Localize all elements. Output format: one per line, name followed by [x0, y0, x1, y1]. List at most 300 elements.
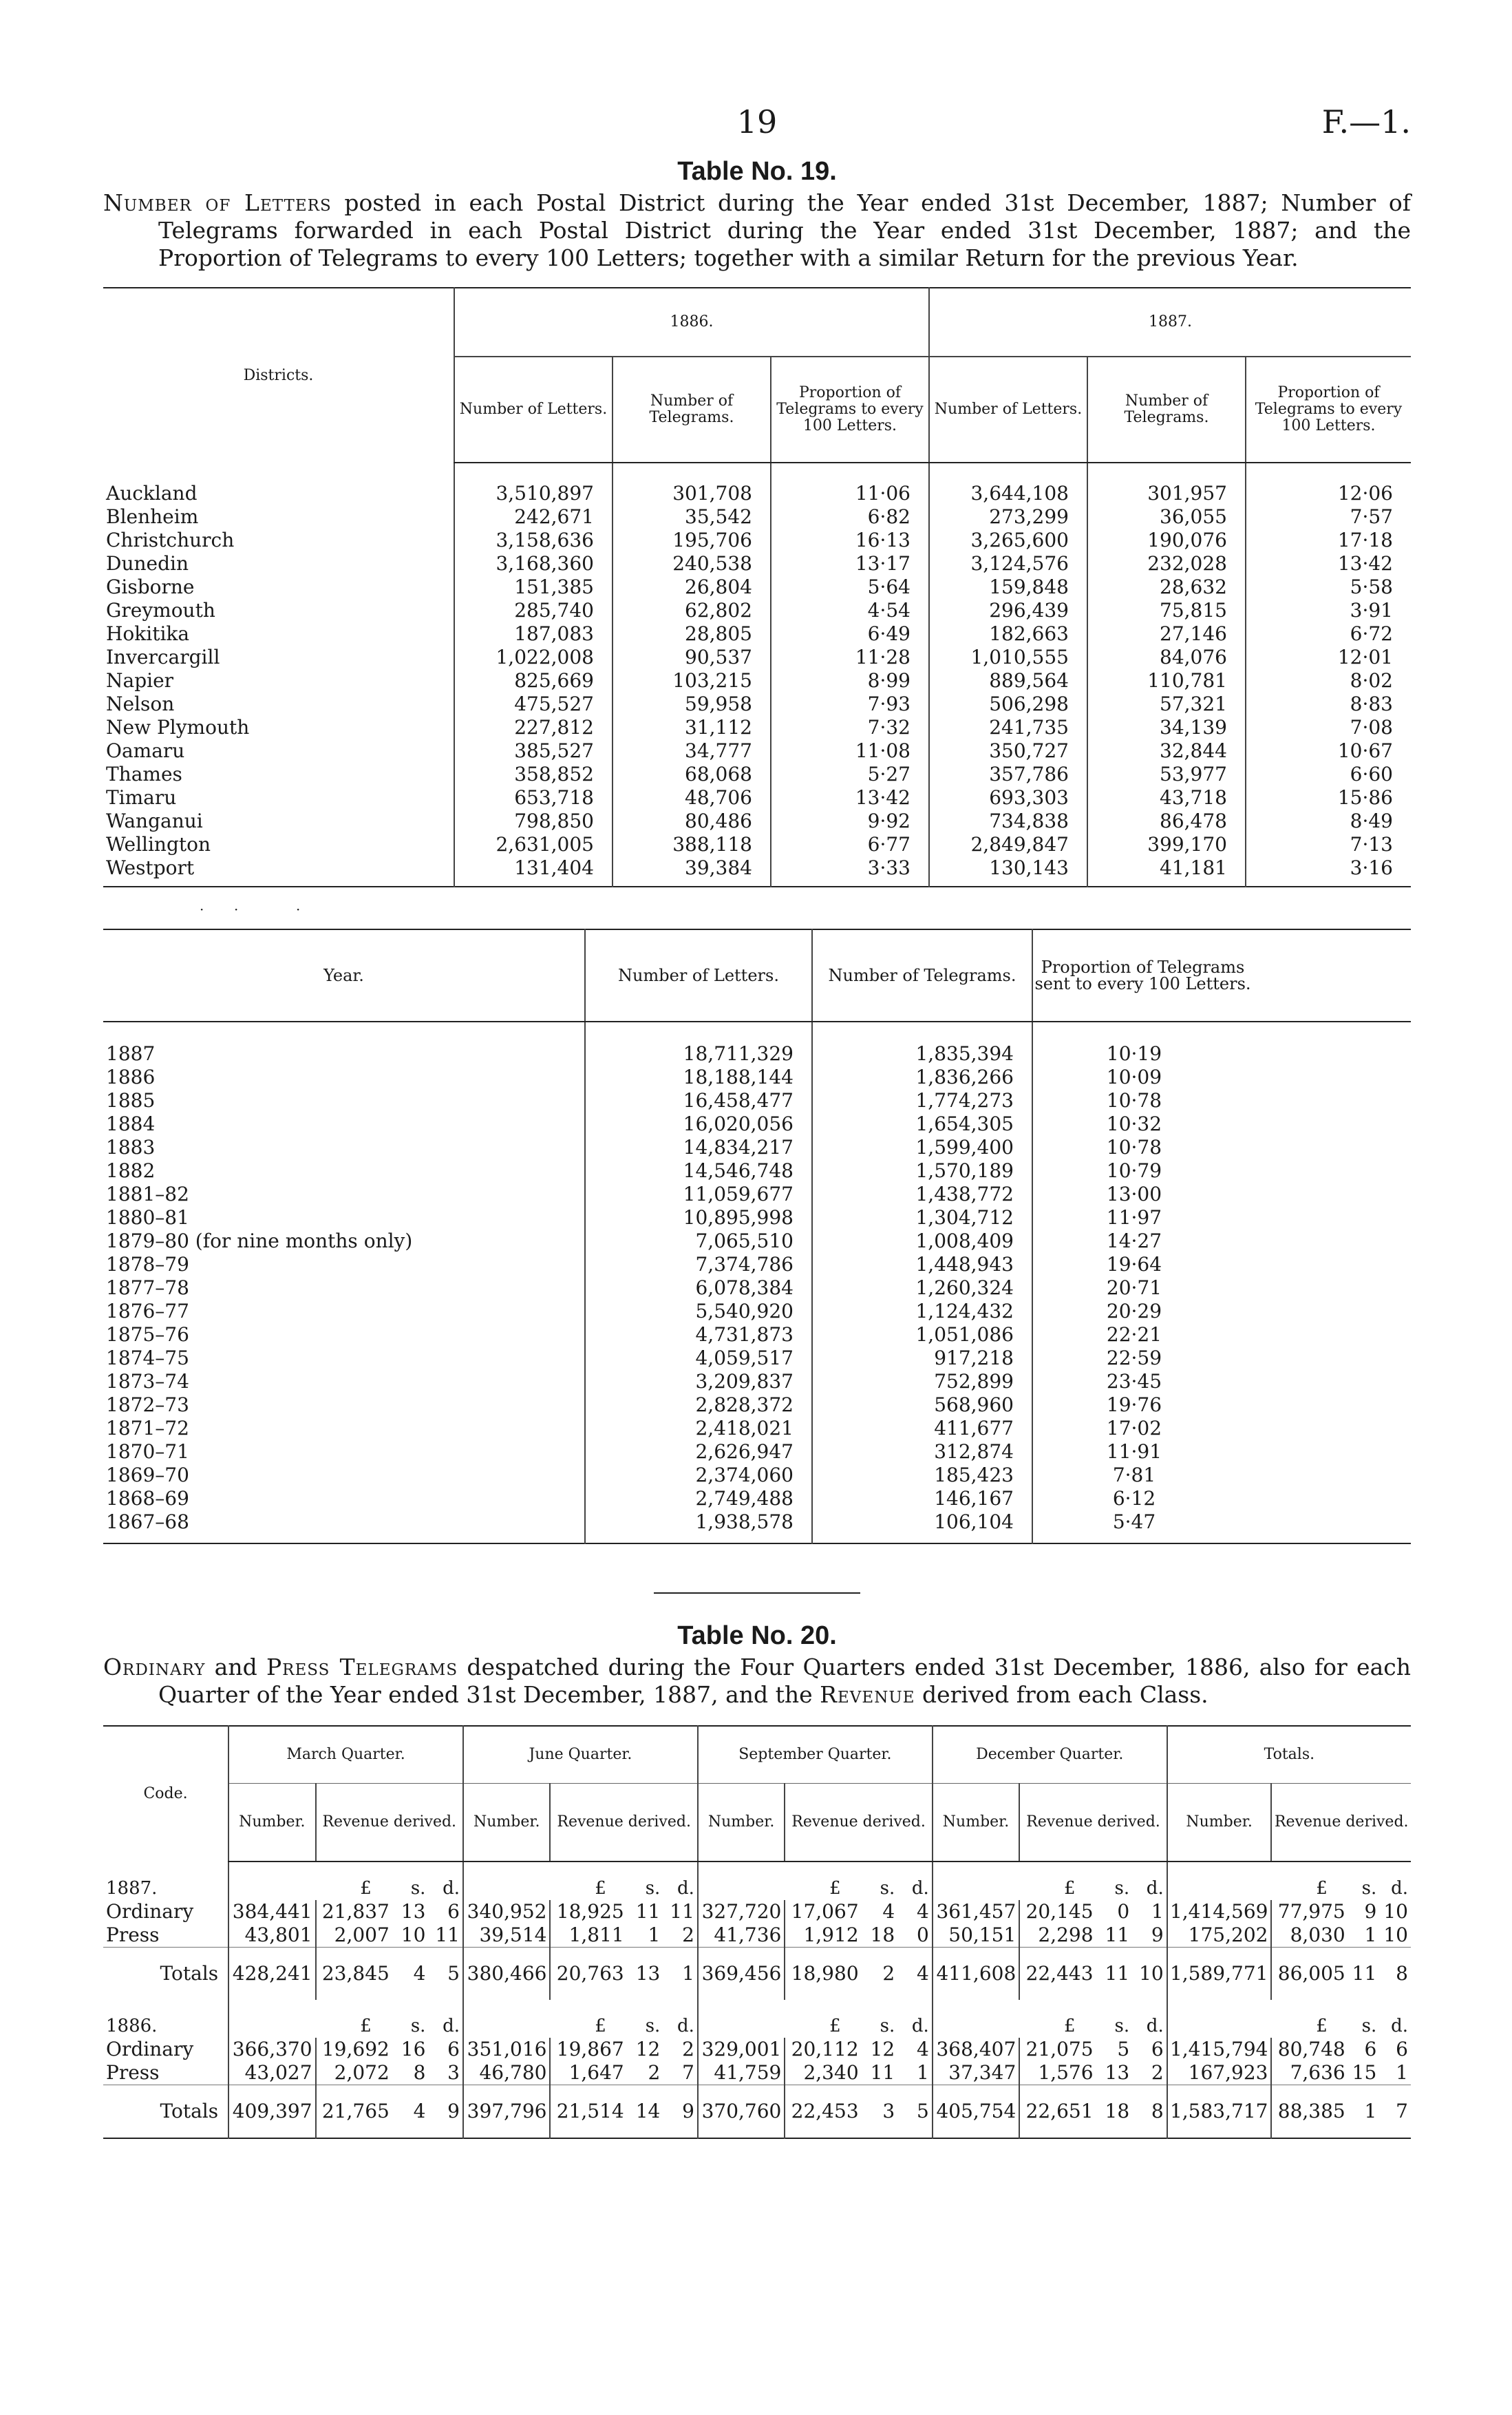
table19-caption: [103, 189, 1411, 272]
revenue-header: Revenue derived.: [316, 1784, 463, 1862]
letters-1886: 798,850: [454, 810, 613, 833]
district-name: New Plymouth: [106, 716, 250, 739]
year-row: [103, 2000, 1411, 2038]
proportion-1886: 13·17: [771, 552, 929, 576]
pence-value: 9: [1151, 1923, 1164, 1946]
year-label: 1885: [106, 1089, 156, 1112]
letters-header: Number of Letters.: [454, 357, 613, 463]
shillings-value: 1: [1364, 1923, 1377, 1946]
telegrams-value: 1,599,400: [812, 1136, 1032, 1159]
pounds-value: 1,912: [785, 1923, 861, 1948]
proportion-1886: 5·64: [771, 576, 929, 599]
code-label: Press: [106, 2061, 160, 2084]
code-label: Ordinary: [106, 1900, 194, 1923]
shillings-value: 11: [870, 2061, 895, 2084]
year-label: 1883: [106, 1136, 156, 1159]
shillings-value: 11: [1105, 1923, 1130, 1946]
pence-value: 2: [682, 2038, 694, 2060]
pence-symbol: d.: [443, 1878, 460, 1899]
number-value: 46,780: [463, 2061, 550, 2085]
caption-text: derived from each Class.: [915, 1681, 1208, 1708]
blank-cell: [1253, 1159, 1411, 1183]
pounds-value: 21,765: [316, 2085, 392, 2139]
proportion-value: 7·81: [1032, 1464, 1253, 1487]
proportion-value: 20·71: [1032, 1276, 1253, 1300]
pound-symbol: £: [360, 1878, 372, 1899]
letters-1887: 130,143: [929, 856, 1087, 887]
telegrams-1886: 48,706: [613, 786, 771, 810]
number-header: Number.: [1167, 1784, 1272, 1862]
caption-text: posted in each Postal District during the Year ended 31st December, 1887; Number of Telegrams forwarded in each Postal District during the Year ended 31st December, 1887; and the Proportion of Telegrams to every 100 Letters; together with a similar Return for the previous Year.: [158, 189, 1411, 271]
letters-1886: 151,385: [454, 576, 613, 599]
table-row: [103, 1323, 1411, 1347]
district-name: Blenheim: [106, 505, 199, 528]
proportion-1886: 3·33: [771, 856, 929, 887]
proportion-1886: 11·28: [771, 646, 929, 669]
number-value: 1,415,794: [1167, 2038, 1272, 2061]
telegrams-value: 1,836,266: [812, 1066, 1032, 1089]
letters-1886: 475,527: [454, 693, 613, 716]
year-label: 1869–70: [106, 1464, 189, 1486]
section-divider: [654, 1592, 860, 1594]
pounds-value: 2,072: [316, 2061, 392, 2085]
number-value: 411,608: [933, 1948, 1019, 2001]
year-label: 1876–77: [106, 1300, 189, 1322]
table-row: [103, 856, 1411, 887]
telegrams-value: 1,260,324: [812, 1276, 1032, 1300]
telegrams-1887: 57,321: [1087, 693, 1246, 716]
table-row: [103, 1440, 1411, 1464]
table-row: [103, 1510, 1411, 1543]
proportion-1886: 9·92: [771, 810, 929, 833]
separator-marks: · · ·: [200, 901, 301, 918]
telegrams-1886: 62,802: [613, 599, 771, 622]
pounds-value: 22,651: [1019, 2085, 1096, 2139]
shillings-value: 10: [401, 1923, 426, 1946]
blank-cell: [1253, 1022, 1411, 1066]
pounds-value: 20,763: [550, 1948, 626, 2001]
telegrams-1886: 90,537: [613, 646, 771, 669]
table20-title: Table No. 20.: [677, 1621, 837, 1650]
telegrams-1887: 53,977: [1087, 763, 1246, 786]
district-name: Greymouth: [106, 599, 215, 622]
year-label: 1875–76: [106, 1323, 189, 1346]
telegrams-1886: 103,215: [613, 669, 771, 693]
pounds-value: 20,112: [785, 2038, 861, 2061]
table-row: [103, 1923, 1411, 1948]
district-name: Timaru: [106, 786, 177, 809]
pence-symbol: d.: [677, 2016, 694, 2036]
table-row: [103, 1022, 1411, 1066]
pence-value: 1: [682, 1962, 694, 1985]
shillings-value: 15: [1352, 2061, 1377, 2084]
number-value: 1,414,569: [1167, 1900, 1272, 1923]
pence-value: 4: [916, 2038, 929, 2060]
shillings-value: 18: [870, 1923, 895, 1946]
shilling-symbol: s.: [1114, 2016, 1130, 2036]
letters-1886: 825,669: [454, 669, 613, 693]
quarter-header: June Quarter.: [463, 1726, 698, 1784]
yearly-summary-table: [103, 929, 1411, 1544]
number-value: 175,202: [1167, 1923, 1272, 1948]
pence-value: 11: [670, 1900, 694, 1923]
pence-value: 2: [1151, 2061, 1164, 2084]
letters-1887: 1,010,555: [929, 646, 1087, 669]
number-value: 428,241: [228, 1948, 315, 2001]
telegrams-value: 917,218: [812, 1347, 1032, 1370]
blank-cell: [1253, 1347, 1411, 1370]
pounds-value: 88,385: [1271, 2085, 1348, 2139]
proportion-1886: 6·49: [771, 622, 929, 646]
pounds-value: 7,636: [1271, 2061, 1348, 2085]
pence-value: 10: [1139, 1962, 1164, 1985]
letters-1887: 182,663: [929, 622, 1087, 646]
telegrams-header: Number of Telegrams.: [613, 357, 771, 463]
totals-row: [103, 1948, 1411, 2001]
telegrams-value: 411,677: [812, 1417, 1032, 1440]
totals-row: [103, 2085, 1411, 2139]
number-value: 366,370: [228, 2038, 315, 2061]
shilling-symbol: s.: [645, 1878, 661, 1899]
number-value: 327,720: [698, 1900, 785, 1923]
letters-1886: 3,158,636: [454, 529, 613, 552]
pence-value: 1: [1396, 2061, 1408, 2084]
table-row: [103, 552, 1411, 576]
proportion-value: 19·64: [1032, 1253, 1253, 1276]
telegrams-value: 1,774,273: [812, 1089, 1032, 1112]
shillings-value: 1: [1364, 2100, 1377, 2122]
letters-value: 6,078,384: [585, 1276, 812, 1300]
letters-value: 10,895,998: [585, 1206, 812, 1230]
shillings-value: 5: [1117, 2038, 1130, 2060]
blank-cell: [1253, 1253, 1411, 1276]
telegrams-value: 1,008,409: [812, 1230, 1032, 1253]
telegrams-value: 1,654,305: [812, 1112, 1032, 1136]
shillings-value: 11: [635, 1900, 661, 1923]
number-value: 167,923: [1167, 2061, 1272, 2085]
telegrams-1886: 240,538: [613, 552, 771, 576]
table-row: [103, 669, 1411, 693]
telegrams-header: Number of Telegrams.: [1087, 357, 1246, 463]
table-row: [103, 599, 1411, 622]
telegrams-value: 146,167: [812, 1487, 1032, 1510]
table-row: [103, 1347, 1411, 1370]
pound-symbol: £: [1316, 1878, 1328, 1899]
shilling-symbol: s.: [410, 2016, 426, 2036]
year-label: 1877–78: [106, 1276, 189, 1299]
pence-value: 10: [1383, 1923, 1408, 1946]
proportion-1887: 6·72: [1246, 622, 1411, 646]
table-row: [103, 810, 1411, 833]
year-label: 1878–79: [106, 1253, 189, 1276]
proportion-1887: 12·01: [1246, 646, 1411, 669]
shillings-value: 9: [1364, 1900, 1377, 1923]
proportion-value: 10·78: [1032, 1136, 1253, 1159]
proportion-1887: 7·08: [1246, 716, 1411, 739]
revenue-header: Revenue derived.: [785, 1784, 932, 1862]
number-value: 39,514: [463, 1923, 550, 1948]
pounds-value: 22,453: [785, 2085, 861, 2139]
blank-cell: [1253, 1300, 1411, 1323]
proportion-value: 11·97: [1032, 1206, 1253, 1230]
number-value: 50,151: [933, 1923, 1019, 1948]
letters-1886: 385,527: [454, 739, 613, 763]
pounds-value: 86,005: [1271, 1948, 1348, 2001]
shilling-symbol: s.: [645, 2016, 661, 2036]
table-row: [103, 1900, 1411, 1923]
number-header: Number.: [228, 1784, 315, 1862]
blank-cell: [228, 2000, 315, 2038]
proportion-1886: 8·99: [771, 669, 929, 693]
district-name: Wanganui: [106, 810, 203, 832]
shillings-value: 8: [413, 2061, 426, 2084]
quarter-header: March Quarter.: [228, 1726, 463, 1784]
district-name: Napier: [106, 669, 174, 692]
blank-cell: [1253, 1230, 1411, 1253]
pence-symbol: d.: [911, 1878, 929, 1899]
shillings-value: 4: [413, 2100, 426, 2122]
letters-1887: 296,439: [929, 599, 1087, 622]
blank-cell: [933, 2000, 1019, 2038]
telegrams-1887: 301,957: [1087, 463, 1246, 505]
pence-value: 8: [1396, 1962, 1408, 1985]
proportion-value: 5·47: [1032, 1510, 1253, 1543]
table-row: [103, 1393, 1411, 1417]
table20-caption: [103, 1654, 1411, 1709]
number-value: 1,583,717: [1167, 2085, 1272, 2139]
pounds-value: 21,075: [1019, 2038, 1096, 2061]
telegrams-1887: 34,139: [1087, 716, 1246, 739]
proportion-1886: 6·82: [771, 505, 929, 529]
pence-value: 1: [1151, 1900, 1164, 1923]
district-name: Hokitika: [106, 622, 190, 645]
shillings-value: 2: [648, 2061, 661, 2084]
letters-value: 2,626,947: [585, 1440, 812, 1464]
pence-symbol: d.: [1146, 1878, 1164, 1899]
blank-cell: [1167, 1862, 1272, 1900]
table-row: [103, 739, 1411, 763]
telegrams-1886: 195,706: [613, 529, 771, 552]
district-name: Thames: [106, 763, 182, 785]
number-value: 369,456: [698, 1948, 785, 2001]
telegrams-1886: 26,804: [613, 576, 771, 599]
proportion-1886: 5·27: [771, 763, 929, 786]
table-row: [103, 529, 1411, 552]
pence-value: 2: [682, 1923, 694, 1946]
letters-1886: 131,404: [454, 856, 613, 887]
proportion-value: 22·21: [1032, 1323, 1253, 1347]
letters-value: 2,828,372: [585, 1393, 812, 1417]
proportion-1886: 6·77: [771, 833, 929, 856]
shilling-symbol: s.: [410, 1878, 426, 1899]
blank-cell: [698, 1862, 785, 1900]
proportion-1887: 8·02: [1246, 669, 1411, 693]
telegrams-value: 752,899: [812, 1370, 1032, 1393]
telegrams-1886: 68,068: [613, 763, 771, 786]
letters-1887: 693,303: [929, 786, 1087, 810]
table-row: [103, 1253, 1411, 1276]
table-row: [103, 1206, 1411, 1230]
proportion-value: 10·09: [1032, 1066, 1253, 1089]
blank-cell: [1253, 1136, 1411, 1159]
number-value: 43,027: [228, 2061, 315, 2085]
pence-value: 6: [447, 1900, 460, 1923]
district-name: Nelson: [106, 693, 175, 715]
pounds-value: 2,340: [785, 2061, 861, 2085]
telegrams-1887: 32,844: [1087, 739, 1246, 763]
table-row: [103, 1183, 1411, 1206]
year-label: 1868–69: [106, 1487, 189, 1510]
letters-1886: 242,671: [454, 505, 613, 529]
blank-cell: [1253, 1089, 1411, 1112]
table-row: [103, 1487, 1411, 1510]
year-label: 1886.: [106, 2016, 158, 2036]
blank-cell: [1253, 1417, 1411, 1440]
table-row: [103, 505, 1411, 529]
year-label: 1867–68: [106, 1510, 189, 1533]
pence-value: 6: [1396, 2038, 1408, 2060]
telegrams-1886: 39,384: [613, 856, 771, 887]
number-header: Number.: [933, 1784, 1019, 1862]
pence-value: 7: [682, 2061, 694, 2084]
letters-value: 2,749,488: [585, 1487, 812, 1510]
blank-cell: [1253, 1393, 1411, 1417]
district-name: Christchurch: [106, 529, 235, 551]
proportion-1887: 6·60: [1246, 763, 1411, 786]
pound-symbol: £: [595, 1878, 606, 1899]
year-label: 1873–74: [106, 1370, 189, 1393]
pounds-value: 8,030: [1271, 1923, 1348, 1948]
number-value: 41,736: [698, 1923, 785, 1948]
table-row: [103, 1276, 1411, 1300]
year-header: Year.: [103, 929, 585, 1022]
letters-value: 2,418,021: [585, 1417, 812, 1440]
pound-symbol: £: [829, 2016, 841, 2036]
letters-value: 4,059,517: [585, 1347, 812, 1370]
shilling-symbol: s.: [1361, 1878, 1377, 1899]
letters-1887: 889,564: [929, 669, 1087, 693]
letters-1887: 273,299: [929, 505, 1087, 529]
proportion-1886: 16·13: [771, 529, 929, 552]
telegrams-1886: 388,118: [613, 833, 771, 856]
telegram-revenue-table: [103, 1725, 1411, 2139]
district-table: [103, 287, 1411, 887]
letters-value: 5,540,920: [585, 1300, 812, 1323]
telegrams-1887: 232,028: [1087, 552, 1246, 576]
number-value: 43,801: [228, 1923, 315, 1948]
year-label: 1887: [106, 1042, 156, 1065]
paper-reference: F.—1.: [1321, 103, 1411, 140]
pounds-value: 17,067: [785, 1900, 861, 1923]
table-row: [103, 622, 1411, 646]
pence-value: 10: [1383, 1900, 1408, 1923]
year-row: [103, 1862, 1411, 1900]
caption-text: despatched during the Four Quarters ended 31st December, 1886, also for each Quarter of the Year ended 31st December, 1887, and the: [158, 1654, 1411, 1708]
number-value: 384,441: [228, 1900, 315, 1923]
letters-1887: 241,735: [929, 716, 1087, 739]
pounds-value: 23,845: [316, 1948, 392, 2001]
table-row: [103, 2038, 1411, 2061]
proportion-1887: 5·58: [1246, 576, 1411, 599]
proportion-1886: 4·54: [771, 599, 929, 622]
telegrams-1887: 190,076: [1087, 529, 1246, 552]
proportion-1887: 8·83: [1246, 693, 1411, 716]
blank-cell: [1253, 1370, 1411, 1393]
telegrams-value: 1,051,086: [812, 1323, 1032, 1347]
shillings-value: 2: [882, 1962, 895, 1985]
letters-value: 16,020,056: [585, 1112, 812, 1136]
telegrams-value: 568,960: [812, 1393, 1032, 1417]
proportion-1887: 13·42: [1246, 552, 1411, 576]
proportion-value: 6·12: [1032, 1487, 1253, 1510]
year-label: 1880–81: [106, 1206, 189, 1229]
year-label: 1879–80 (for nine months only): [106, 1230, 413, 1252]
proportion-value: 19·76: [1032, 1393, 1253, 1417]
quarter-header: Totals.: [1167, 1726, 1411, 1784]
proportion-1887: 3·91: [1246, 599, 1411, 622]
telegrams-1887: 43,718: [1087, 786, 1246, 810]
proportion-1886: 11·08: [771, 739, 929, 763]
letters-header: Number of Letters.: [929, 357, 1087, 463]
number-value: 409,397: [228, 2085, 315, 2139]
letters-value: 7,065,510: [585, 1230, 812, 1253]
telegrams-value: 1,570,189: [812, 1159, 1032, 1183]
districts-header: Districts.: [243, 366, 314, 384]
district-name: Oamaru: [106, 739, 185, 762]
blank-cell: [228, 1862, 315, 1900]
letters-1887: 3,644,108: [929, 463, 1087, 505]
table-row: [103, 1464, 1411, 1487]
table-row: [103, 786, 1411, 810]
blank-cell: [1253, 1323, 1411, 1347]
table-row: [103, 1159, 1411, 1183]
letters-header: Number of Letters.: [585, 929, 812, 1022]
telegrams-value: 1,438,772: [812, 1183, 1032, 1206]
letters-1886: 358,852: [454, 763, 613, 786]
page-header: [103, 103, 1411, 145]
year-label: 1870–71: [106, 1440, 189, 1463]
proportion-value: 10·79: [1032, 1159, 1253, 1183]
pence-value: 8: [1151, 2100, 1164, 2122]
number-value: 340,952: [463, 1900, 550, 1923]
caption-text: and: [205, 1654, 266, 1680]
year-label: 1872–73: [106, 1393, 189, 1416]
shillings-value: 18: [1105, 2100, 1130, 2122]
letters-value: 16,458,477: [585, 1089, 812, 1112]
pence-value: 4: [916, 1962, 929, 1985]
blank-cell: [1253, 1206, 1411, 1230]
blank-cell: [463, 1862, 550, 1900]
telegrams-1887: 110,781: [1087, 669, 1246, 693]
pence-symbol: d.: [1391, 2016, 1408, 2036]
pence-value: 9: [682, 2100, 694, 2122]
pence-symbol: d.: [677, 1878, 694, 1899]
telegrams-1887: 86,478: [1087, 810, 1246, 833]
district-name: Westport: [106, 856, 195, 879]
telegrams-1886: 34,777: [613, 739, 771, 763]
pounds-value: 1,647: [550, 2061, 626, 2085]
pounds-value: 20,145: [1019, 1900, 1096, 1923]
blank-cell: [463, 2000, 550, 2038]
proportion-1887: 7·13: [1246, 833, 1411, 856]
pence-symbol: d.: [443, 2016, 460, 2036]
telegrams-value: 1,448,943: [812, 1253, 1032, 1276]
table-row: [103, 693, 1411, 716]
shilling-symbol: s.: [1114, 1878, 1130, 1899]
proportion-value: 17·02: [1032, 1417, 1253, 1440]
table-row: [103, 463, 1411, 505]
pound-symbol: £: [1316, 2016, 1328, 2036]
